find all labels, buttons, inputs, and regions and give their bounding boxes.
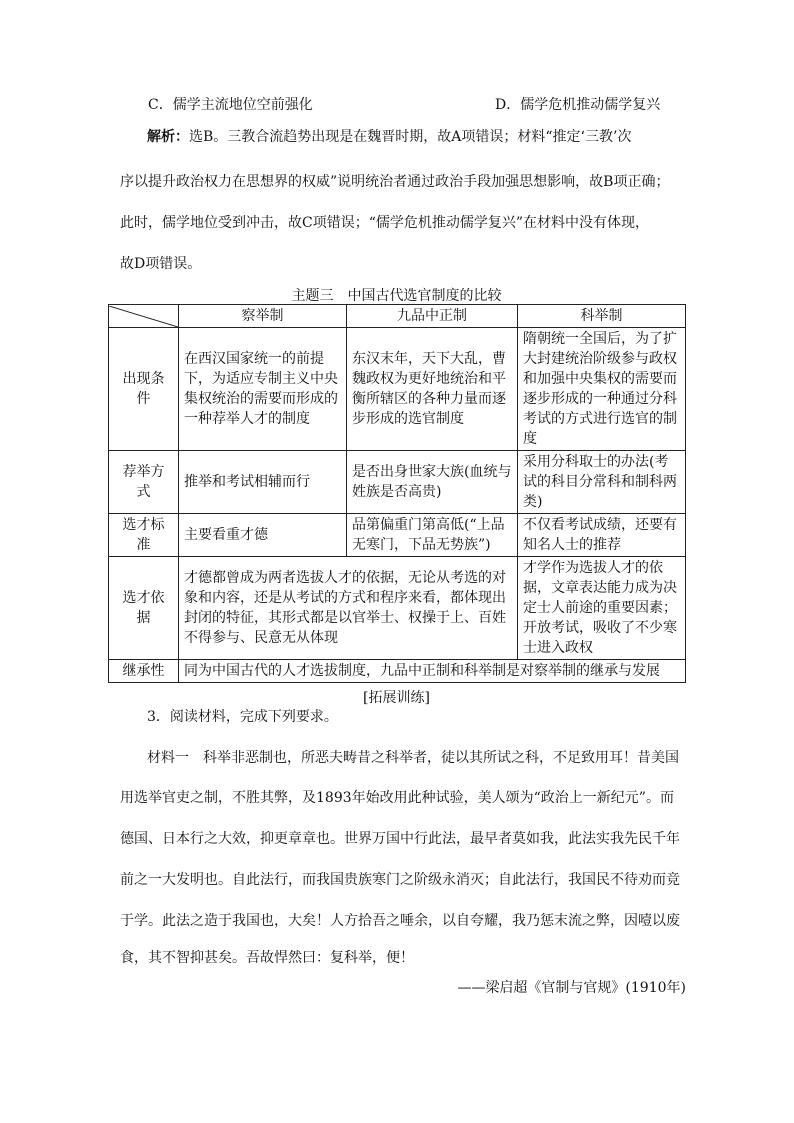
header-chajuzhi: 察举制 [179,305,347,328]
analysis-line-4: 故D项错误。 [120,256,202,272]
analysis-text-1: 选B。三教合流趋势出现是在魏晋时期，故A项错误；材料“推定‘三教’次 [189,129,632,145]
row-head: 继承性 [109,660,179,683]
table-row [109,557,686,660]
option-c: C．儒学主流地位空前强化 [148,97,313,113]
table-cell: 东汉末年，天下大乱，曹魏政权为更好地统治和平衡所辖区的各种力量而逐步形成的选官制度 [347,328,518,451]
material-line-3: 德国、日本行之大效，抑更章章也。世界万国中行此法，最早者莫如我，此法实我先民千年 [120,831,680,847]
extension-label: [拓展训练] [363,690,430,706]
material-line-6: 食，其不智抑甚矣。吾故悍然曰：复科举，便！ [120,950,414,966]
topic-title: 主题三 中国古代选官制度的比较 [291,288,502,304]
analysis-line-3: 此时，儒学地位受到冲击，故C项错误；“儒学危机推动儒学复兴”在材料中没有体现， [120,215,650,231]
table-cell: 不仅看考试成绩，还要有知名人士的推荐 [518,514,686,557]
table-cell: 采用分科取士的办法(考试的科目分常科和制科两类) [518,451,686,514]
table-cell: 主要看重才德 [179,514,347,557]
analysis-label: 解析： [147,129,189,145]
table-cell: 才学作为选拔人才的依据，文章表达能力成为决定士人前途的重要因素；开放考试，吸收了不少寒士进入政权 [518,557,686,660]
table-cell: 品第偏重门第高低(“上品无寒门，下品无势族”) [347,514,518,557]
table-cell: 是否出身世家大族(血统与姓族是否高贵) [347,451,518,514]
material-source: ——梁启超《官制与官规》(1910年) [457,980,686,996]
header-keju: 科举制 [518,305,686,328]
analysis-line-2: 序以提升政治权力在思想界的权威”说明统治者通过政治手段加强思想影响，故B项正确； [120,174,670,190]
row-head: 选才标准 [109,514,179,557]
table-row [109,514,686,557]
table-row [109,328,686,451]
row-head: 选才依据 [109,557,179,660]
table-cell: 隋朝统一全国后，为了扩大封建统治阶级参与政权和加强中央集权的需要而逐步形成的一种通过分科考试的方式进行选官的制度 [518,328,686,451]
table-row [109,660,686,683]
question-3-prompt: 3．阅读材料，完成下列要求。 [147,709,338,725]
table-corner-cell [109,305,179,328]
table-cell-merged: 同为中国古代的人才选拔制度，九品中正制和科举制是对察举制的继承与发展 [179,660,686,683]
material-line-1: 材料一 科举非恶制也，所恶夫畴昔之科举者，徒以其所试之科，不足致用耳！昔美国 [147,750,679,766]
table-cell: 推举和考试相辅而行 [179,451,347,514]
material-line-4: 前之一大发明也。自此法行，而我国贵族寒门之阶级永消灭；自此法行，我国民不待劝而竞 [120,872,680,888]
material-line-5: 于学。此法之造于我国也，大矣！人方拾吾之唾余，以自夸耀，我乃惩末流之弊，因噎以废 [120,913,680,929]
row-head: 荐举方式 [109,451,179,514]
comparison-table [108,304,686,683]
table-cell: 在西汉国家统一的前提下，为适应专制主义中央集权统治的需要而形成的一种荐举人才的制度 [179,328,347,451]
table-row [109,451,686,514]
option-d: D．儒学危机推动儒学复兴 [495,97,661,113]
header-jiupin: 九品中正制 [347,305,518,328]
table-header-row [109,305,686,328]
material-line-2: 用选举官吏之制，不胜其弊，及1893年始改用此种试验，美人颂为“政治上一新纪元”。而 [120,790,674,806]
table-cell-merged: 才德都曾成为两者选拔人才的依据，无论从考选的对象和内容，还是从考试的方式和程序来看，都体现出封闭的特征，其形式都是以官举士、权操于上、百姓不得参与、民意无从体现 [179,557,518,660]
row-head: 出现条件 [109,328,179,451]
analysis-line-1 [147,127,717,147]
diagonal-line-icon [109,306,178,327]
